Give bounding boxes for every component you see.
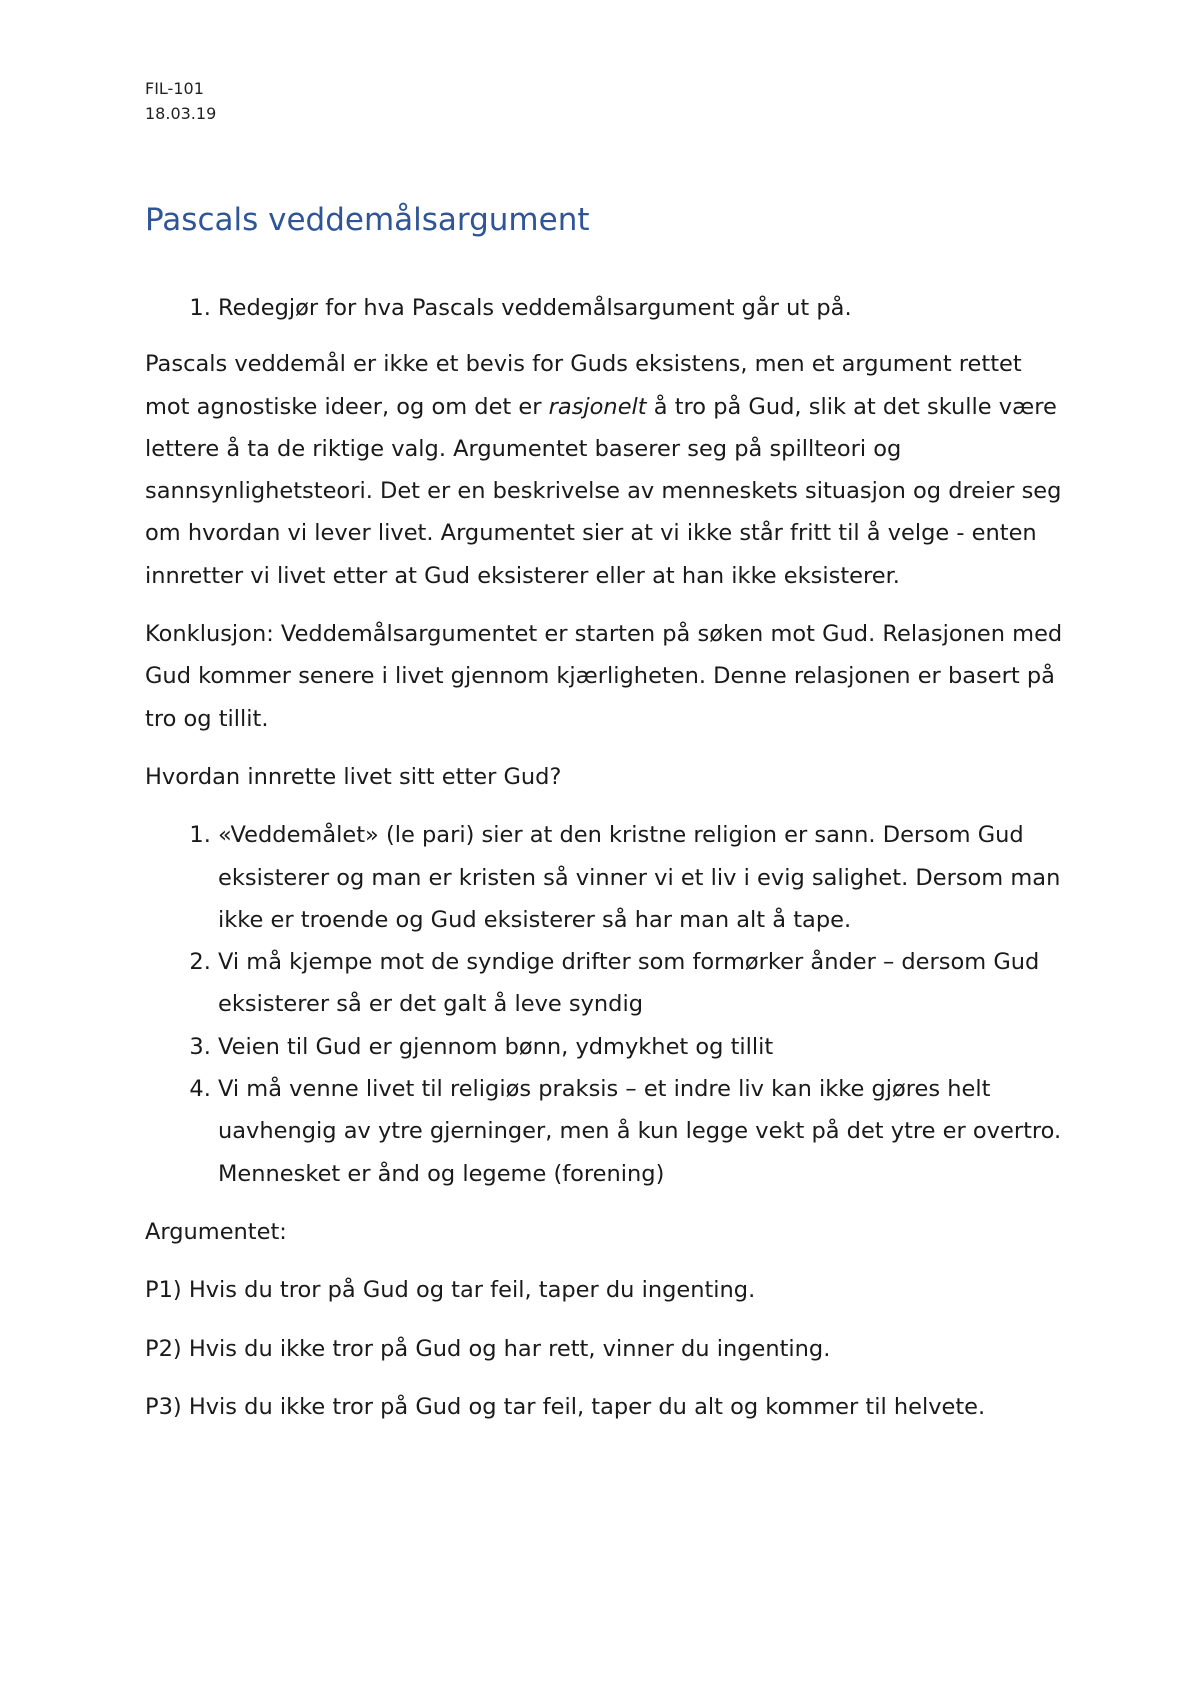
document-date: 18.03.19 [145, 104, 217, 123]
conclusion-paragraph: Konklusjon: Veddemålsargumentet er starten på søken mot Gud. Relasjonen med Gud kommer senere i livet gjennom kjærligheten. Denne relasjonen er basert på tro og tillit. [145, 621, 1063, 732]
how-item-3: 3. Veien til Gud er gjennom bønn, ydmykhet og tillit [218, 1026, 1065, 1068]
question-item: 1. Redegjør for hva Pascals veddemålsargument går ut på. [218, 287, 1065, 329]
how-item-4: 4. Vi må venne livet til religiøs praksis – et indre liv kan ikke gjøres helt uavhengig av ytre gjerninger, men å kun legge vekt på det ytre er overtro. Mennesket er ånd og legeme (forening) [218, 1068, 1065, 1195]
argument-heading: Argumentet: [145, 1218, 287, 1245]
intro-paragraph [145, 343, 1065, 597]
document-title: Pascals veddemålsargument [145, 202, 590, 238]
intro-text-part2: å tro på Gud, slik at det skulle være lettere å ta de riktige valg. Argumentet baserer seg på spillteori og sannsynlighetsteori. Det er en beskrivelse av menneskets situasjon og dreier seg om hvordan vi lever livet. Argumentet sier at vi ikke står fritt til å velge - enten innretter vi livet etter at Gud eksisterer eller at han ikke eksisterer. [145, 393, 1062, 589]
premise-3: P3) Hvis du ikke tror på Gud og tar feil, taper du alt og kommer til helvete. [145, 1393, 986, 1420]
how-item-2: 2. Vi må kjempe mot de syndige drifter som formørker ånder – dersom Gud eksisterer så er det galt å leve syndig [218, 941, 1065, 1026]
premise-1: P1) Hvis du tror på Gud og tar feil, taper du ingenting. [145, 1277, 756, 1304]
document-body [145, 287, 1065, 1444]
how-list [145, 814, 1065, 1195]
premise-2: P2) Hvis du ikke tror på Gud og har rett, vinner du ingenting. [145, 1335, 831, 1362]
document-header [145, 76, 216, 126]
intro-text-part1: Pascals veddemål er ikke et bevis for Guds eksistens, men et argument rettet mot agnostiske ideer, og om det er [145, 351, 1022, 420]
how-item-1: 1. «Veddemålet» (le pari) sier at den kristne religion er sann. Dersom Gud eksisterer og man er kristen så vinner vi et liv i evig salighet. Dersom man ikke er troende og Gud eksisterer så har man alt å tape. [218, 814, 1065, 941]
how-heading: Hvordan innrette livet sitt etter Gud? [145, 763, 562, 790]
intro-emphasis: rasjonelt [548, 393, 647, 420]
course-code: FIL-101 [145, 79, 204, 98]
question-list [145, 287, 1065, 329]
